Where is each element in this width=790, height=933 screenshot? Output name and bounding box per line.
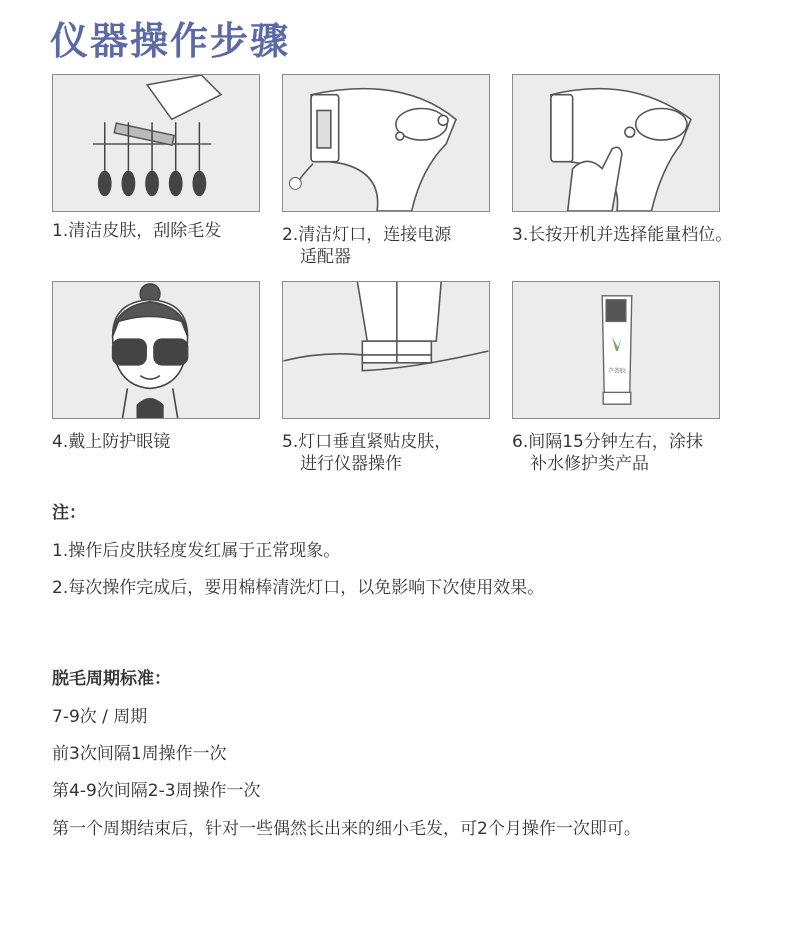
step-3-illustration (512, 74, 720, 212)
step-5-caption (282, 431, 451, 475)
goggles-illustration (53, 282, 259, 418)
step-5-line2: 进行仪器操作 (300, 454, 402, 474)
power-on-illustration (513, 75, 719, 211)
gel-label: 芦荟胶 (608, 368, 626, 375)
step-2-line1: 2.清洁灯口，连接电源 (282, 225, 452, 245)
step-6-illustration (512, 281, 720, 419)
gel-tube-illustration (513, 282, 719, 418)
notes-heading: 注： (52, 503, 86, 523)
step-6-line2: 补水修护类产品 (530, 454, 649, 474)
step-4-illustration (52, 281, 260, 419)
cycle-line-4: 第一个周期结束后，针对一些偶然长出来的细小毛发，可2个月操作一次即可。 (52, 819, 641, 839)
step-2-illustration (282, 74, 490, 212)
step-3-line1: 3.长按开机并选择能量档位。 (512, 225, 733, 245)
cycle-line-3: 第4-9次间隔2-3周操作一次 (52, 781, 261, 801)
step-5-illustration (282, 281, 490, 419)
cleaning-device-illustration (283, 75, 489, 211)
step-1-line1: 1.清洁皮肤，刮除毛发 (52, 221, 222, 241)
step-6-caption (512, 431, 703, 475)
step-5-line1: 5.灯口垂直紧贴皮肤， (282, 432, 452, 452)
step-6-line1: 6.间隔15分钟左右，涂抹 (512, 432, 703, 452)
step-1-caption (52, 220, 221, 242)
note-2: 2.每次操作完成后，要用棉棒清洗灯口，以免影响下次使用效果。 (52, 578, 545, 598)
step-2-caption (282, 224, 451, 268)
step-1-illustration (52, 74, 260, 212)
step-2-line2: 适配器 (300, 247, 351, 267)
cycle-line-2: 前3次间隔1周操作一次 (52, 744, 227, 764)
note-1: 1.操作后皮肤轻度发红属于正常现象。 (52, 541, 341, 561)
apply-device-illustration (283, 282, 489, 418)
cycle-line-1: 7-9次 / 周期 (52, 707, 148, 727)
shaving-illustration (53, 75, 259, 211)
step-3-caption (512, 224, 732, 246)
cycle-heading: 脱毛周期标准： (52, 669, 171, 689)
step-4-caption (52, 431, 170, 453)
step-4-line1: 4.戴上防护眼镜 (52, 432, 171, 452)
page-title: 仪器操作步骤 (50, 19, 291, 63)
